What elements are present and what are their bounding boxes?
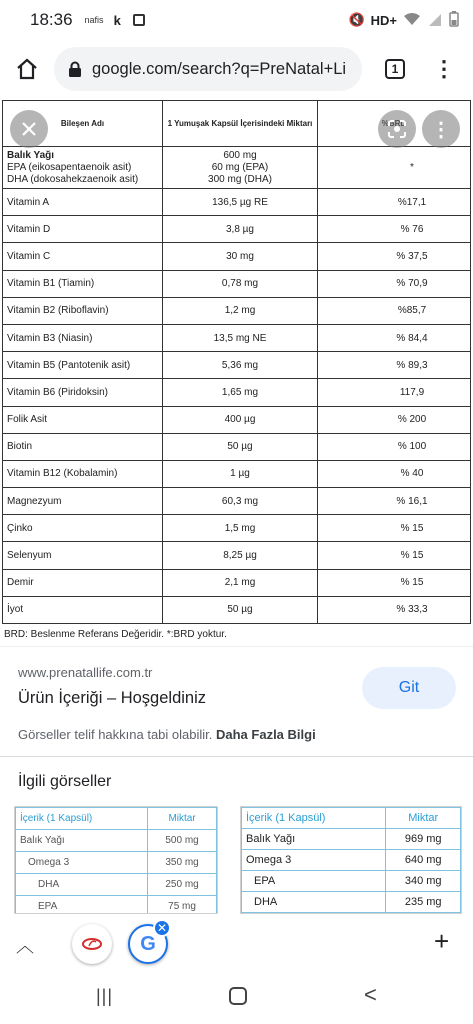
lock-icon [68, 61, 82, 77]
image-viewer [0, 98, 473, 646]
component-name: Vitamin B5 (Pantotenik asit) [3, 352, 163, 379]
component-amount: 50 µg [163, 596, 318, 623]
dha-name: DHA (dokosahekzaenoik asit) [7, 173, 139, 185]
component-amount: 1,5 mg [163, 515, 318, 542]
url-bar[interactable] [54, 47, 362, 91]
thumb1-cell: Omega 3 [16, 852, 148, 874]
thumb2-head-amount: Miktar [386, 808, 461, 829]
table-row [242, 829, 461, 850]
table-row [3, 189, 471, 216]
table-row [16, 874, 217, 896]
network-label: HD+ [370, 12, 397, 28]
copyright-text [18, 727, 316, 742]
more-icon: ⋮ [431, 118, 451, 141]
tab-count: 1 [385, 59, 405, 79]
thumb2-cell: 969 mg [386, 829, 461, 850]
component-name: Vitamin B3 (Niasin) [3, 324, 163, 351]
component-name: Vitamin C [3, 243, 163, 270]
table-row [3, 324, 471, 351]
status-time: 18:36 [30, 10, 73, 29]
thumb2-cell: EPA [242, 871, 386, 892]
thumb1-cell: 250 mg [148, 874, 217, 896]
home-icon [15, 57, 39, 81]
thumb2-cell: DHA [242, 892, 386, 913]
back-icon[interactable]: < [364, 982, 377, 1007]
component-brd: % 76 [318, 216, 471, 243]
more-menu-button[interactable]: ⋮ [433, 56, 455, 81]
table-footnote: BRD: Beslenme Referans Değeridir. *:BRD yoktur. [4, 629, 227, 640]
fish-oil-name: Balık Yağı [7, 149, 55, 161]
tab-switcher-button[interactable] [366, 40, 424, 98]
mute-icon: 🔇 [348, 12, 365, 27]
url-text: google.com/search?q=PreNatal+Li [92, 59, 347, 78]
component-name: Vitamin B6 (Piridoksin) [3, 379, 163, 406]
status-photo-icon [133, 14, 145, 26]
source-title[interactable]: Ürün İçeriği – Hoşgeldiniz [18, 689, 207, 707]
component-name: Biotin [3, 433, 163, 460]
google-icon: G [140, 932, 156, 955]
component-brd: % 16,1 [318, 488, 471, 515]
close-viewer-button[interactable] [10, 110, 48, 148]
header-amount: 1 Yumuşak Kapsül İçerisindeki Miktarı [163, 101, 318, 147]
component-brd: % 200 [318, 406, 471, 433]
nav-home-icon[interactable] [229, 987, 247, 1005]
table-row [3, 460, 471, 487]
table-row [242, 892, 461, 913]
table-row [3, 379, 471, 406]
component-brd: % 33,3 [318, 596, 471, 623]
component-name: Vitamin B1 (Tiamin) [3, 270, 163, 297]
component-name: Selenyum [3, 542, 163, 569]
related-title: İlgili görseller [18, 773, 112, 790]
table-row [3, 515, 471, 542]
table-row [3, 488, 471, 515]
component-name: Vitamin D [3, 216, 163, 243]
table-row [16, 830, 217, 852]
component-name: Vitamin B2 (Riboflavin) [3, 297, 163, 324]
nutrition-table [2, 100, 471, 624]
epa-amount: 60 mg (EPA) [211, 161, 269, 173]
component-brd: %85,7 [318, 297, 471, 324]
system-nav-bar [0, 974, 473, 1024]
thumb2-head-content: İçerik (1 Kapsül) [242, 808, 386, 829]
close-tab-icon[interactable]: ✕ [153, 919, 171, 937]
new-tab-button[interactable]: + [434, 926, 450, 956]
component-brd: % 15 [318, 542, 471, 569]
component-name: Magnezyum [3, 488, 163, 515]
wifi-icon [403, 12, 421, 29]
thumb1-cell: Balık Yağı [16, 830, 148, 852]
bottom-tab-bar [0, 914, 473, 974]
component-brd: % 37,5 [318, 243, 471, 270]
component-brd: % 15 [318, 515, 471, 542]
component-name: Vitamin B12 (Kobalamin) [3, 460, 163, 487]
table-row [3, 270, 471, 297]
source-panel [0, 646, 473, 758]
chevron-up-icon[interactable]: ︿ [16, 936, 34, 956]
thumb2-cell: Balık Yağı [242, 829, 386, 850]
thumb1-table [15, 807, 217, 914]
lens-icon [387, 119, 407, 139]
source-site[interactable]: www.prenatallife.com.tr [18, 665, 153, 680]
component-brd: % 40 [318, 460, 471, 487]
component-amount: 0,78 mg [163, 270, 318, 297]
status-right [348, 11, 459, 30]
thumb2-cell: 235 mg [386, 892, 461, 913]
thumb2-cell: 640 mg [386, 850, 461, 871]
divider [0, 756, 473, 757]
thumb1-head-content: İçerik (1 Kapsül) [16, 808, 148, 830]
table-row [16, 896, 217, 915]
thumb1-cell: 500 mg [148, 830, 217, 852]
table-row [3, 216, 471, 243]
table-row [3, 352, 471, 379]
thumb2-head [242, 808, 461, 829]
component-amount: 3,8 µg [163, 216, 318, 243]
component-amount: 50 µg [163, 433, 318, 460]
component-brd: % 15 [318, 569, 471, 596]
component-amount: 1 µg [163, 460, 318, 487]
header-component: Bileşen Adı [3, 101, 163, 147]
component-brd: % 84,4 [318, 324, 471, 351]
status-app-label: nafis [84, 15, 104, 25]
component-amount: 1,2 mg [163, 297, 318, 324]
component-name: Folik Asit [3, 406, 163, 433]
thumb1-head [16, 808, 217, 830]
table-row [3, 542, 471, 569]
component-brd: 117,9 [318, 379, 471, 406]
status-bar [0, 0, 473, 40]
nutrition-rows [3, 189, 471, 624]
recents-icon[interactable]: ||| [96, 986, 114, 1006]
component-brd: % 100 [318, 433, 471, 460]
table-row [3, 406, 471, 433]
table-row [242, 871, 461, 892]
lens-button[interactable] [378, 110, 416, 148]
related-image-1[interactable] [14, 806, 218, 914]
component-amount: 136,5 µg RE [163, 189, 318, 216]
thumb1-head-amount: Miktar [148, 808, 217, 830]
thumb1-cell: DHA [16, 874, 148, 896]
home-button[interactable] [0, 40, 54, 98]
browser-toolbar [0, 40, 473, 98]
table-row [3, 569, 471, 596]
signal-icon [427, 12, 443, 29]
component-amount: 8,25 µg [163, 542, 318, 569]
viewer-more-button[interactable] [422, 110, 460, 148]
status-k-icon: k [113, 12, 121, 28]
thumb1-cell: 350 mg [148, 852, 217, 874]
more-info-link[interactable]: Daha Fazla Bilgi [216, 727, 316, 742]
thumb2-cell: 340 mg [386, 871, 461, 892]
component-amount: 30 mg [163, 243, 318, 270]
component-name: Demir [3, 569, 163, 596]
component-amount: 5,36 mg [163, 352, 318, 379]
component-amount: 13,5 mg NE [163, 324, 318, 351]
table-row [3, 596, 471, 623]
component-amount: 400 µg [163, 406, 318, 433]
table-row [3, 433, 471, 460]
component-name: Çinko [3, 515, 163, 542]
copyright-notice: Görseller telif hakkına tabi olabilir. [18, 727, 213, 742]
dha-amount: 300 mg (DHA) [208, 173, 272, 185]
component-name: İyot [3, 596, 163, 623]
thumb2-table [241, 807, 461, 913]
thumb1-cell: 75 mg [148, 896, 217, 915]
component-brd: %17,1 [318, 189, 471, 216]
fish-oil-amounts [163, 147, 318, 189]
component-brd: % 70,9 [318, 270, 471, 297]
related-image-2[interactable] [240, 806, 462, 914]
component-name: Vitamin A [3, 189, 163, 216]
epa-name: EPA (eikosapentaenoik asit) [7, 161, 132, 173]
battery-icon [449, 11, 459, 30]
fish-oil-amount: 600 mg [223, 149, 257, 161]
visit-button[interactable]: Git [362, 667, 456, 709]
component-brd: % 89,3 [318, 352, 471, 379]
table-row [3, 243, 471, 270]
component-amount: 1,65 mg [163, 379, 318, 406]
close-icon [20, 120, 38, 138]
thumb1-cell: EPA [16, 896, 148, 915]
table-row [242, 850, 461, 871]
table-row [3, 147, 471, 189]
component-amount: 2,1 mg [163, 569, 318, 596]
fish-oil-brd: * [318, 147, 471, 189]
table-row [3, 297, 471, 324]
table-row [16, 852, 217, 874]
fish-oil-names [3, 147, 163, 189]
tab-prenatal[interactable] [72, 924, 112, 964]
component-amount: 60,3 mg [163, 488, 318, 515]
thumb2-cell: Omega 3 [242, 850, 386, 871]
site-favicon-icon [81, 937, 103, 951]
